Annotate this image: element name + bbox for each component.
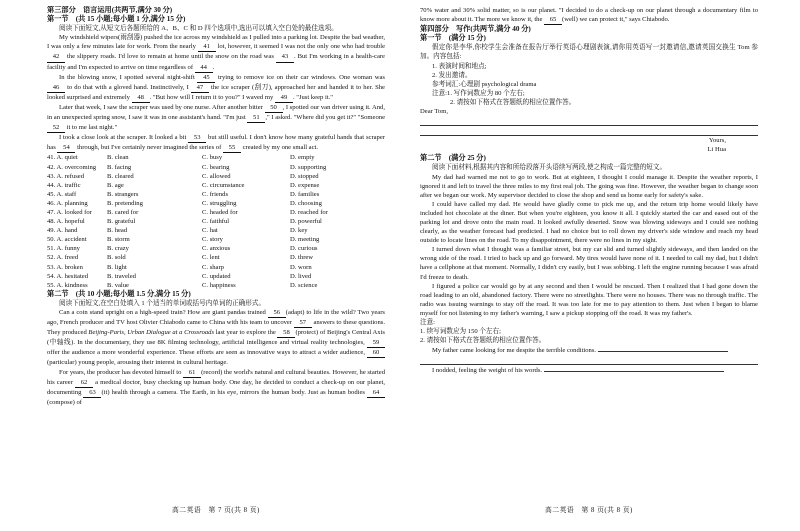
option-41-C: C. busy xyxy=(202,154,223,162)
answer-blank-62[interactable]: 62 xyxy=(75,378,93,388)
letter-greeting: Dear Tom, xyxy=(420,108,448,116)
cloze-paragraph-3: Later that week, I saw the scraper was used by one nurse. After another bitter 50 , I spotted our van driver using it. And, in an unexpected spring snow, I saw it was in one assistant's hand. "I'm just 51 ," I asked. "Where did you get it?" "Someone 52 it to me last night." xyxy=(47,103,385,133)
writing2-note-1: 1. 续写词数应为 150 个左右; xyxy=(420,328,501,336)
option-52-D: D. threw xyxy=(290,254,314,262)
answer-blank-64[interactable]: 64 xyxy=(367,388,385,398)
option-49-B: B. head xyxy=(107,227,128,235)
continuation-answer-line[interactable] xyxy=(598,345,728,352)
option-44-C: C. circumstance xyxy=(202,181,245,189)
answer-blank-54[interactable]: 54 xyxy=(57,143,75,153)
option-46-B: B. pretending xyxy=(107,199,143,207)
option-42-D: D. supporting xyxy=(290,163,327,171)
answer-blank-51[interactable]: 51 xyxy=(247,113,265,123)
option-43-C: C. allowed xyxy=(202,172,231,180)
section1-title: 第一节 (共 15 小题;每小题 1 分,满分 15 分) xyxy=(47,15,186,24)
page-7-footer: 高二英语 第 7 页(共 8 页) xyxy=(172,507,260,514)
continuation-start-1-text: My father came looking for me despite the terrible conditions. xyxy=(432,347,597,355)
option-54-D: D. lived xyxy=(290,272,312,280)
letter-closing-name: Li Hua xyxy=(707,146,726,154)
page-8-footer: 高二英语 第 8 页(共 8 页) xyxy=(545,507,633,514)
cloze-options xyxy=(47,153,385,289)
option-48-D: D. powerful xyxy=(290,218,322,226)
option-45-C: C. friends xyxy=(202,190,229,198)
option-54-B: B. traveled xyxy=(107,272,136,280)
option-42-B: B. facing xyxy=(107,163,132,171)
option-50-B: B. storm xyxy=(107,236,130,244)
writing1-reference: 参考词汇:心理剧 psychological drama xyxy=(432,80,537,88)
answer-blank-63[interactable]: 63 xyxy=(83,388,101,398)
answer-blank-45[interactable]: 45 xyxy=(197,73,215,83)
option-51-C: C. anxious xyxy=(202,245,231,253)
option-50-A: 50. A. accident xyxy=(47,236,87,244)
story-paragraph-4: I figured a police car would go by at any second and then I would be rescued. Then I realized that I had gone down the road leading to an old, abandoned factory. There were no streetlights. There were no houses. There was no through traffic. The radio was issuing warnings to stay off the road. It was too late for me to pay attention to them. Just when I began to blame myself for not listening to my father's warning, I saw a pickup stopping off the road. It was my father's. xyxy=(420,282,758,317)
answer-blank-43[interactable]: 43 xyxy=(276,52,294,62)
answer-blank-57[interactable]: 57 xyxy=(294,318,312,328)
answer-blank-60[interactable]: 60 xyxy=(367,348,385,358)
italic-title: Beijing-Paris, Urban Dialogue at a Crossroads xyxy=(88,329,215,337)
story-paragraph-2: I could have called my dad. He would have gladly come to pick me up, and the return trip home would likely have included hot chocolate at the diner. But when you're eighteen, you know it all. I quickly started the car and eased out of the parking lot and drove onto the main road. It looked awfully deserted. Snow was blowing sideways and I could see nothing clearly, as the weather forecast had predicted. I had no choice but to roll down my driver's side window and reach my head outside to locate lines on the road. To my disappointment, there were no lines in my sight. xyxy=(420,200,758,245)
option-53-B: B. light xyxy=(107,263,127,271)
option-42-A: 42. A. overcoming xyxy=(47,163,97,171)
letter-answer-line[interactable] xyxy=(420,126,758,136)
writing1-task: 假定你是李华,你校学生会准备在报告厅举行英语心理剧表演,请你用英语写一封邀请信,邀请英国交换生 Tom 参加。内容包括: xyxy=(420,44,758,61)
part4-title: 第四部分 写作(共两节,满分 40 分) xyxy=(420,25,531,34)
grammar-paragraph-2: For years, the producer has devoted himself to 61 (record) the world's natural and cultural beauties. However, he started his career 62 a medical doctor, busy checking up human body. One day, he decided to conduct a check-up on our planet, documenting 63 (it) health through a camera. The Earth, in his eye, mirrors the human body. Just as human bodies 64(compose) of xyxy=(47,368,385,406)
option-48-C: C. faithful xyxy=(202,218,230,226)
option-51-B: B. crazy xyxy=(107,245,129,253)
grammar-continuation: 70% water and 30% solid matter, so is our planet. "I decided to do a check-up on our planet through a documentary film to know more about it. The more we know it, the 65 (well) we can protect it," says Chiabodo. xyxy=(420,6,758,25)
option-50-C: C. story xyxy=(202,236,223,244)
option-55-D: D. science xyxy=(290,281,318,289)
option-45-A: 45. A. staff xyxy=(47,190,77,198)
option-55-A: 55. A. kindness xyxy=(47,281,88,289)
option-55-C: C. happiness xyxy=(202,281,236,289)
answer-blank-50[interactable]: 50 xyxy=(265,103,283,113)
cloze-paragraph-1: My windshield wipers(雨刮器) pushed the ice across my windshield as I pulled into a parking lot. Despite the bad weather, I was only a few minutes late for work. From the nearly 41 lot, however, it seemed I was not the only one who had trouble 42 the slippery roads. I'd love to remain at home until the snow on the road was 43 . But I'm working in a health-care facility and I'm expected to arrive on time regardless of 44 . xyxy=(47,33,385,72)
continuation-start-2 xyxy=(420,365,758,375)
writing2-notes-title: 注意: xyxy=(420,319,436,326)
option-43-A: 43. A. refused xyxy=(47,172,84,180)
option-45-D: D. families xyxy=(290,190,320,198)
option-46-D: D. choosing xyxy=(290,199,322,207)
page-8-column xyxy=(420,6,758,507)
answer-blank-41[interactable]: 41 xyxy=(198,42,216,52)
writing1-title: 第一节 (满分 15 分) xyxy=(420,34,486,43)
option-46-A: 46. A. planning xyxy=(47,199,88,207)
letter-closing-yours: Yours, xyxy=(708,137,726,145)
option-41-A: 41. A. quiet xyxy=(47,154,78,162)
continuation-answer-line[interactable] xyxy=(420,355,758,365)
page-7-column xyxy=(47,6,385,507)
section2-title: 第二节 (共 10 小题;每小题 1.5 分,满分 15 分) xyxy=(47,289,191,298)
option-49-D: D. key xyxy=(290,227,308,235)
writing2-note-2: 2. 请按如下格式在答题纸的相应位置作答。 xyxy=(420,337,546,345)
continuation-answer-line[interactable] xyxy=(544,365,724,372)
option-41-D: D. empty xyxy=(290,154,315,162)
option-53-A: 53. A. broken xyxy=(47,263,83,271)
story-paragraph-1: My dad had warned me not to go to work. But at eighteen, I thought I could manage it. Despite the weather reports, I ignored it and left to travel the three miles to my first real job. The going was fine. However, the weather began to change soon after we began our work. My supervisor decided to close the shop and send us home early for safety's sake. xyxy=(420,173,758,199)
option-52-A: 52. A. freed xyxy=(47,254,79,262)
option-42-C: C. bearing xyxy=(202,163,230,171)
answer-blank-48[interactable]: 48 xyxy=(132,93,150,103)
option-53-D: D. worn xyxy=(290,263,312,271)
writing1-point-2: 2. 发出邀请。 xyxy=(432,71,472,79)
cloze-paragraph-2: In the blowing snow, I spotted several night-shift 45 trying to remove ice on their car windows. One woman was 46 to do that with a gloved hand. Instinctively, I 47 the ice scraper (刮刀), approached her and handed it to her. She looked surprised and extremely 48 . "But how will I return it to you?" I waved my 49 . "Just keep it." xyxy=(47,73,385,103)
option-43-B: B. cleared xyxy=(107,172,134,180)
answer-blank-59[interactable]: 59 xyxy=(367,338,385,348)
writing1-note-1: 注意:1. 写作词数应为 80 个左右; xyxy=(432,89,525,97)
section2-instructions: 阅读下面短文,在空白处填入 1 个适当的单词或括号内单词的正确形式。 xyxy=(59,299,266,307)
answer-blank-46[interactable]: 46 xyxy=(47,83,65,93)
option-43-D: D. stopped xyxy=(290,172,319,180)
continuation-start-2-text: I nodded, feeling the weight of his words. xyxy=(432,367,543,375)
answer-blank-53[interactable]: 53 xyxy=(188,133,206,143)
continuation-start-1 xyxy=(420,345,758,355)
answer-blank-58[interactable]: 58 xyxy=(277,328,295,338)
answer-blank-52[interactable]: 52 xyxy=(47,123,65,133)
option-47-D: D. reached for xyxy=(290,208,328,216)
option-54-A: 54. A. hesitated xyxy=(47,272,89,280)
writing1-point-1: 1. 表演时间和地点; xyxy=(432,62,487,70)
option-46-C: C. struggling xyxy=(202,199,237,207)
answer-blank-55[interactable]: 55 xyxy=(223,143,241,153)
story-paragraph-3: I turned down what I thought was a familiar street, but my car slid and turned slightly sideways, and then landed on the wrong side of the road. I tried to back up and go forward. My tires would have none of it. I needed to call my dad, but I didn't have a cellphone at that moment. Normally, I didn't cry easily, but I was sobbing. I left the engine running because I was afraid I'd freeze to death. xyxy=(420,246,758,281)
answer-blank-44[interactable]: 44 xyxy=(195,63,213,73)
option-51-A: 51. A. funny xyxy=(47,245,80,253)
option-54-C: C. updated xyxy=(202,272,231,280)
letter-answer-line[interactable] xyxy=(420,116,758,126)
option-48-B: B. grateful xyxy=(107,218,136,226)
answer-blank-49[interactable]: 49 xyxy=(275,93,293,103)
writing2-title: 第二节 (满分 25 分) xyxy=(420,154,486,163)
option-44-B: B. age xyxy=(107,181,124,189)
option-55-B: B. value xyxy=(107,281,129,289)
answer-blank-47[interactable]: 47 xyxy=(191,83,209,93)
option-53-C: C. sharp xyxy=(202,263,224,271)
part3-title: 第三部分 语言运用(共两节,满分 30 分) xyxy=(47,6,173,14)
option-50-D: D. meeting xyxy=(290,236,320,244)
cloze-paragraph-4: I took a close look at the scraper. It looked a bit 53 but still useful. I don't know how many grateful hands that scraper has 54 through, but I've certainly never imagined the series of 55 created by my one small act. xyxy=(47,133,385,153)
option-48-A: 48. A. hopeful xyxy=(47,218,85,226)
answer-blank-42[interactable]: 42 xyxy=(47,52,65,62)
option-47-C: C. headed for xyxy=(202,208,238,216)
writing1-note-2: 2. 请按如下格式在答题纸的相应位置作答。 xyxy=(450,98,576,106)
option-44-A: 44. A. traffic xyxy=(47,181,81,189)
answer-blank-65[interactable]: 65 xyxy=(544,15,562,25)
section1-instructions: 阅读下面短文,从短文后各题所给的 A、B、C 和 D 四个选项中,选出可以填入空白处的最佳选项。 xyxy=(59,25,338,33)
option-45-B: B. strangers xyxy=(107,190,139,198)
option-52-B: B. sold xyxy=(107,254,126,262)
option-49-C: C. hat xyxy=(202,227,218,235)
option-52-C: C. lent xyxy=(202,254,220,262)
option-47-B: B. cared for xyxy=(107,208,139,216)
writing2-instructions: 阅读下面材料,根据其内容和所给段落开头语续写两段,使之构成一篇完整的短文。 xyxy=(432,164,667,172)
option-41-B: B. clean xyxy=(107,154,129,162)
grammar-paragraph-1: Can a coin stand upright on a high-speed train? How are giant pandas trained 56 (adapt) to life in the wild? Two years ago, French producer and TV host Olivier Chiabodo came to China with his team to uncover 57 answers to these questions. They produced Beijing-Paris, Urban Dialogue at a Crossroads last year to explore the 58 (protect) of Beijing's Central Axis (中轴线). In the documentary, they use 8K filming technology, artificial intelligence and virtual reality technologies, 59 offer the audience a more wonderful experience. These efforts are seen as innovative ways to attract a wider audience, 60(particular) young people, arousing their interest in cultural heritage. xyxy=(47,309,385,367)
option-44-D: D. expense xyxy=(290,181,320,189)
option-51-D: D. curious xyxy=(290,245,318,253)
option-49-A: 49. A. hand xyxy=(47,227,78,235)
answer-blank-56[interactable]: 56 xyxy=(268,308,286,318)
answer-blank-61[interactable]: 61 xyxy=(183,368,201,378)
option-47-A: 47. A. looked for xyxy=(47,208,92,216)
